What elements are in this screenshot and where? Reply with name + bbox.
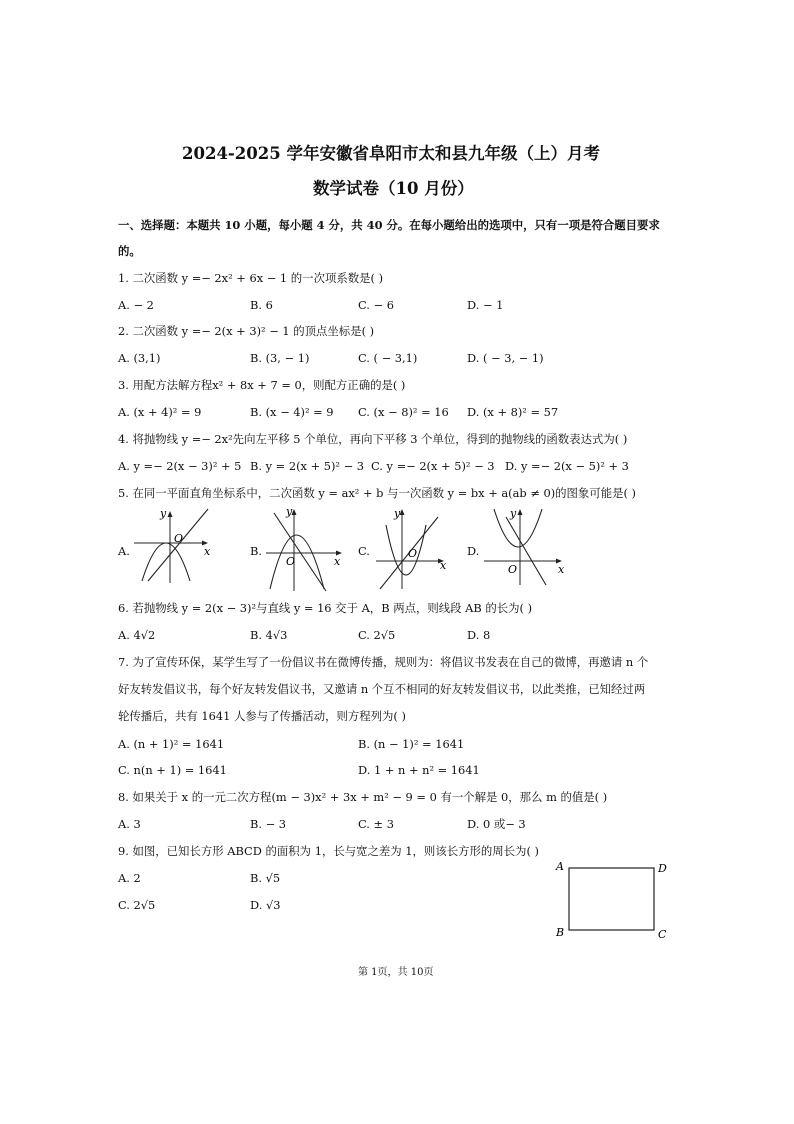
question-6-option-c: C. 2√5 <box>358 628 396 642</box>
graph-b-origin-label: O <box>286 555 296 568</box>
graph-a-x-label: x <box>204 545 211 558</box>
graph-c-origin-label: O <box>408 547 418 560</box>
question-4-stem: 4. 将抛物线 y =− 2x²先向左平移 5 个单位，再向下平移 3 个单位，得到的抛物线的函数表达式为( ) <box>118 432 628 446</box>
page-subtitle: 数学试卷（10 月份） <box>313 179 474 198</box>
question-4-option-a: A. y =− 2(x − 3)² + 5 <box>118 459 242 473</box>
graph-c-y-label: y <box>394 507 401 520</box>
question-7-stem-line2: 好友转发倡议书，每个好友转发倡议书，又邀请 n 个互不相同的好友转发倡议书，以此类推，已知经过两 <box>118 682 646 696</box>
question-9-option-b: B. √5 <box>250 871 281 885</box>
graph-b <box>262 503 347 593</box>
question-2-stem: 2. 二次函数 y =− 2(x + 3)² − 1 的顶点坐标是( ) <box>118 324 375 338</box>
question-6-option-d: D. 8 <box>467 628 491 642</box>
question-4-option-b: B. y = 2(x + 5)² − 3 <box>250 459 365 473</box>
question-1-option-b: B. 6 <box>250 298 273 312</box>
graph-d-origin-label: O <box>508 563 518 576</box>
graph-c-x-label: x <box>440 559 447 572</box>
section-heading-cont: 的。 <box>118 244 141 258</box>
question-8-option-c: C. ± 3 <box>358 817 394 831</box>
question-8-stem: 8. 如果关于 x 的一元二次方程(m − 3)x² + 3x + m² − 9 = 0 有一个解是 0，那么 m 的值是( ) <box>118 790 608 804</box>
question-9-option-c: C. 2√5 <box>118 898 156 912</box>
graph-b-x-label: x <box>334 555 341 568</box>
page-footer: 第 1页，共 10页 <box>358 967 434 978</box>
page-title: 2024-2025 学年安徽省阜阳市太和县九年级（上）月考 <box>182 144 600 163</box>
question-7-option-c: C. n(n + 1) = 1641 <box>118 763 227 777</box>
graph-c <box>372 505 457 590</box>
question-4-option-c: C. y =− 2(x + 5)² − 3 <box>371 459 495 473</box>
question-6-stem: 6. 若抛物线 y = 2(x − 3)²与直线 y = 16 交于 A，B 两点，则线段 AB 的长为( ) <box>118 601 533 615</box>
question-8-option-a: A. 3 <box>118 817 141 831</box>
vertex-c-label: C <box>658 928 667 941</box>
question-2-option-a: A. (3,1) <box>118 351 161 365</box>
graph-b-y-label: y <box>286 505 293 518</box>
graph-a-y-label: y <box>160 507 167 520</box>
question-9-stem: 9. 如图，已知长方形 ABCD 的面积为 1，长与宽之差为 1，则该长方形的周长为( ) <box>118 844 539 858</box>
question-4-option-d: D. y =− 2(x − 5)² + 3 <box>505 459 629 473</box>
question-8-option-d: D. 0 或− 3 <box>467 817 526 831</box>
rectangle-abcd <box>569 868 654 930</box>
question-3-option-a: A. (x + 4)² = 9 <box>118 405 202 419</box>
question-1-option-a: A. − 2 <box>118 298 154 312</box>
graph-d <box>480 505 570 587</box>
question-7-option-a: A. (n + 1)² = 1641 <box>118 737 225 751</box>
question-5-option-c: C. <box>358 544 370 558</box>
question-3-stem: 3. 用配方法解方程x² + 8x + 7 = 0，则配方正确的是( ) <box>118 378 406 392</box>
question-2-option-c: C. ( − 3,1) <box>358 351 418 365</box>
question-7-stem-line1: 7. 为了宣传环保，某学生写了一份倡议书在微博传播，规则为：将倡议书发表在自己的微博，再邀请 n 个 <box>118 655 649 669</box>
question-3-option-c: C. (x − 8)² = 16 <box>358 405 449 419</box>
question-7-stem-line3: 轮传播后，共有 1641 人参与了传播活动，则方程列为( ) <box>118 709 406 723</box>
graph-a <box>130 505 215 585</box>
question-3-option-b: B. (x − 4)² = 9 <box>250 405 334 419</box>
graph-a-origin-label: O <box>174 532 184 545</box>
question-2-option-d: D. ( − 3, − 1) <box>467 351 544 365</box>
question-1-option-d: D. − 1 <box>467 298 504 312</box>
question-7-option-d: D. 1 + n + n² = 1641 <box>358 763 480 777</box>
question-5-option-d: D. <box>467 544 480 558</box>
vertex-a-label: A <box>556 860 564 873</box>
question-6-option-a: A. 4√2 <box>118 628 156 642</box>
graph-d-x-label: x <box>558 563 565 576</box>
question-5-option-b: B. <box>250 544 262 558</box>
question-7-option-b: B. (n − 1)² = 1641 <box>358 737 465 751</box>
section-heading: 一、选择题：本题共 10 小题，每小题 4 分，共 40 分。在每小题给出的选项中，只有一项是符合题目要求 <box>118 218 660 232</box>
question-9-option-a: A. 2 <box>118 871 141 885</box>
vertex-d-label: D <box>658 862 667 875</box>
question-6-option-b: B. 4√3 <box>250 628 288 642</box>
vertex-b-label: B <box>556 926 565 939</box>
question-3-option-d: D. (x + 8)² = 57 <box>467 405 559 419</box>
question-1-option-c: C. − 6 <box>358 298 394 312</box>
question-5-stem: 5. 在同一平面直角坐标系中，二次函数 y = ax² + b 与一次函数 y = bx + a(ab ≠ 0)的图象可能是( ) <box>118 486 637 500</box>
question-9-option-d: D. √3 <box>250 898 281 912</box>
question-5-option-a: A. <box>118 544 130 558</box>
rectangle-abcd-figure <box>550 856 675 942</box>
question-2-option-b: B. (3, − 1) <box>250 351 310 365</box>
question-8-option-b: B. − 3 <box>250 817 287 831</box>
question-1-stem: 1. 二次函数 y =− 2x² + 6x − 1 的一次项系数是( ) <box>118 271 384 285</box>
graph-d-y-label: y <box>510 507 517 520</box>
